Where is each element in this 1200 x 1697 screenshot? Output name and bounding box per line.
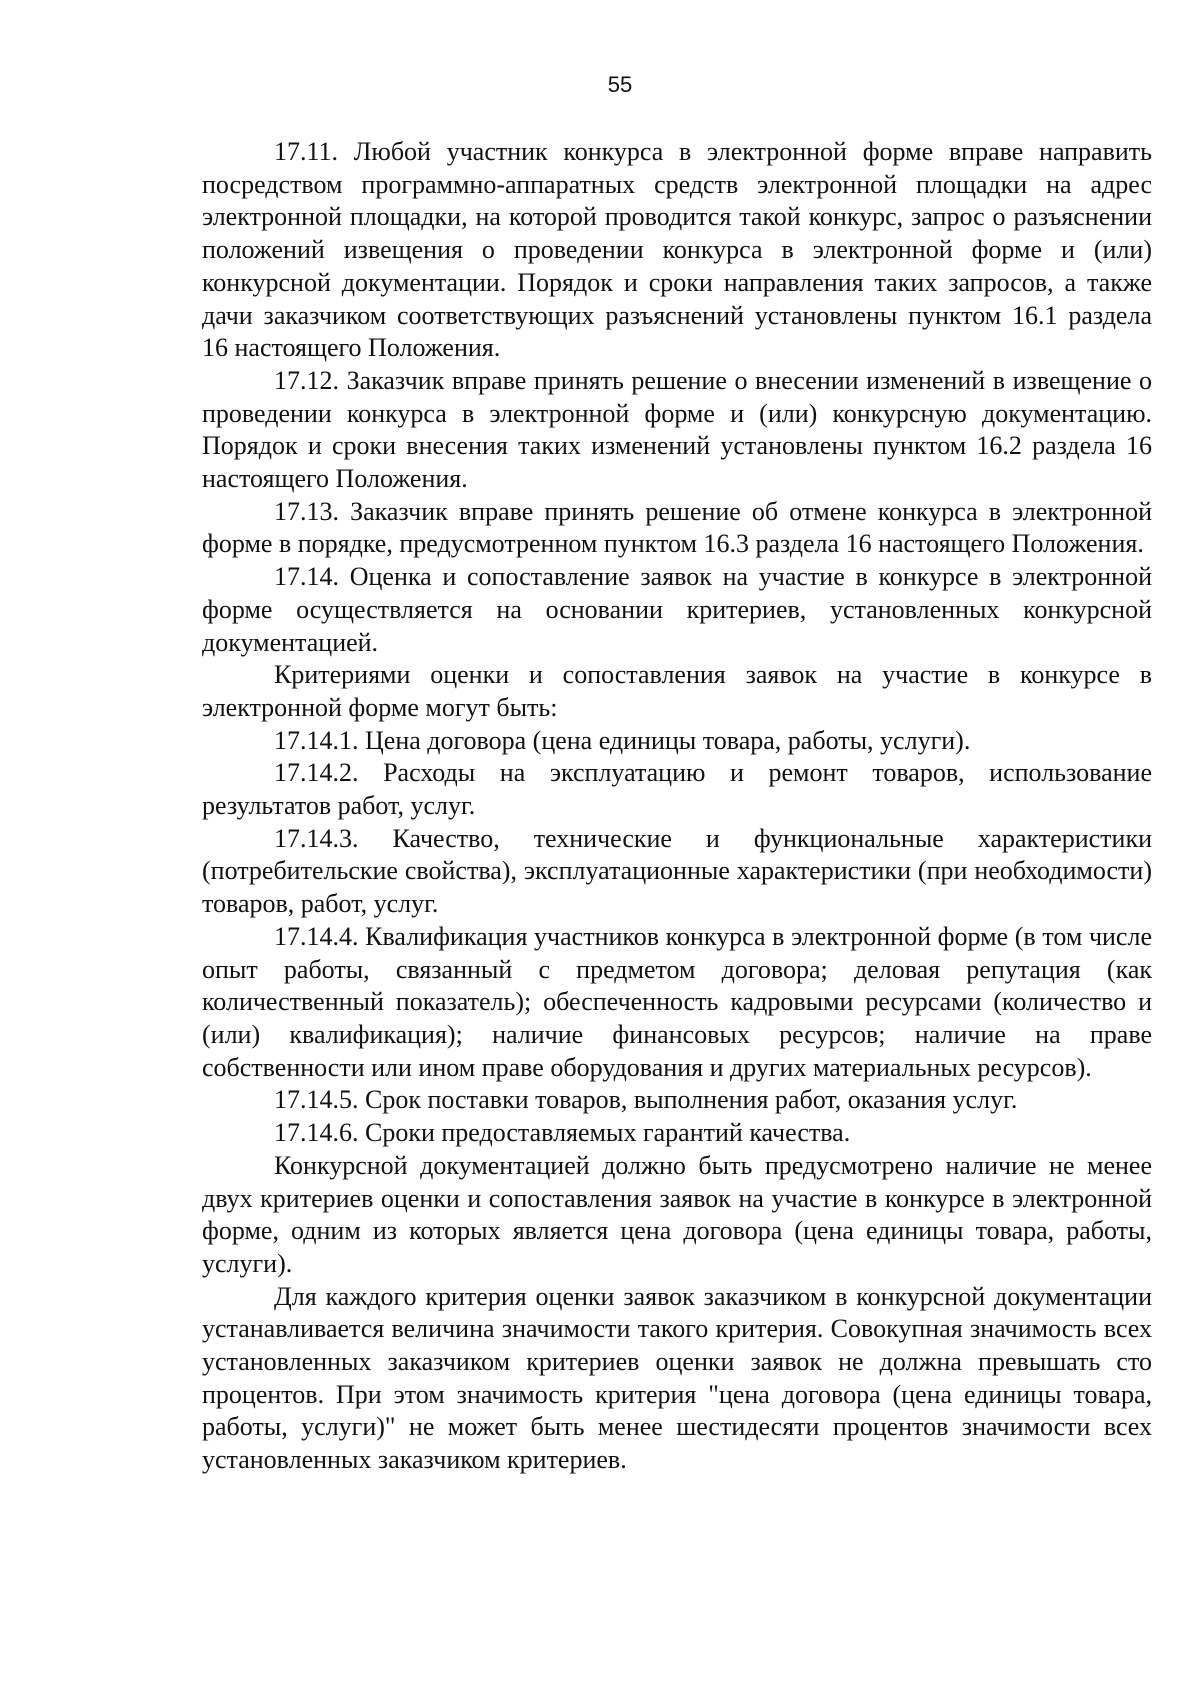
paragraph-significance: Для каждого критерия оценки заявок заказчиком в конкурсной документации устанавливается величина значимости такого критерия. Совокупная значимость всех установленных заказчиком критериев оценки заявок не должна превышать сто процентов. При этом значимость критерия "цена договора (цена единицы товара, работы, услуги)" не может быть менее шестидесяти процентов значимости всех установленных заказчиком критериев. [202, 1281, 1152, 1475]
document-body [202, 136, 1152, 1477]
paragraph-criteria-intro: Критериями оценки и сопоставления заявок на участие в конкурсе в электронной форме могут быть: [202, 660, 1152, 722]
paragraph-17-13: 17.13. Заказчик вправе принять решение об отмене конкурса в электронной форме в порядке, предусмотренном пунктом 16.3 раздела 16 настоящего Положения. [202, 496, 1152, 559]
paragraph-17-14: 17.14. Оценка и сопоставление заявок на участие в конкурсе в электронной форме осуществляется на основании критериев, установленных конкурсной документацией. [202, 562, 1152, 657]
paragraph-17-12: 17.12. Заказчик вправе принять решение о внесении изменений в извещение о проведении конкурса в электронной форме и (или) конкурсную документацию. Порядок и сроки внесения таких изменений установлены пунктом 16.2 раздела 16 настоящего Положения. [202, 365, 1152, 494]
paragraph-17-14-3: 17.14.3. Качество, технические и функциональные характеристики (потребительские свойства), эксплуатационные характеристики (при необходимости) товаров, работ, услуг. [202, 823, 1152, 919]
paragraph-17-14-4: 17.14.4. Квалификация участников конкурса в электронной форме (в том числе опыт работы, связанный с предметом договора; деловая репутация (как количественный показатель); обеспеченность кадровыми ресурсами (количество и (или) квалификация); наличие финансовых ресурсов; наличие на праве собственности или ином праве оборудования и других материальных ресурсов). [202, 921, 1152, 1082]
paragraph-17-14-6: 17.14.6. Сроки предоставляемых гарантий качества. [274, 1118, 851, 1148]
paragraph-min-criteria: Конкурсной документацией должно быть предусмотрено наличие не менее двух критериев оценки и сопоставления заявок на участие в конкурсе в электронной форме, одним из которых является цена договора (цена единицы товара, работы, услуги). [202, 1150, 1152, 1278]
paragraph-17-14-2: 17.14.2. Расходы на эксплуатацию и ремонт товаров, использование результатов работ, услуг. [202, 758, 1152, 821]
paragraph-17-14-1: 17.14.1. Цена договора (цена единицы товара, работы, услуги). [274, 725, 971, 755]
page-number: 55 [607, 72, 633, 97]
paragraph-17-11: 17.11. Любой участник конкурса в электронной форме вправе направить посредством программно-аппаратных средств электронной площадки на адрес электронной площадки, на которой проводится такой конкурс, запрос о разъяснении положений извещения о проведении конкурса в электронной форме и (или) конкурсной документации. Порядок и сроки направления таких запросов, а также дачи заказчиком соответствующих разъяснений установлены пунктом 16.1 раздела 16 настоящего Положения. [202, 137, 1152, 363]
paragraph-17-14-5: 17.14.5. Срок поставки товаров, выполнения работ, оказания услуг. [274, 1085, 1018, 1115]
